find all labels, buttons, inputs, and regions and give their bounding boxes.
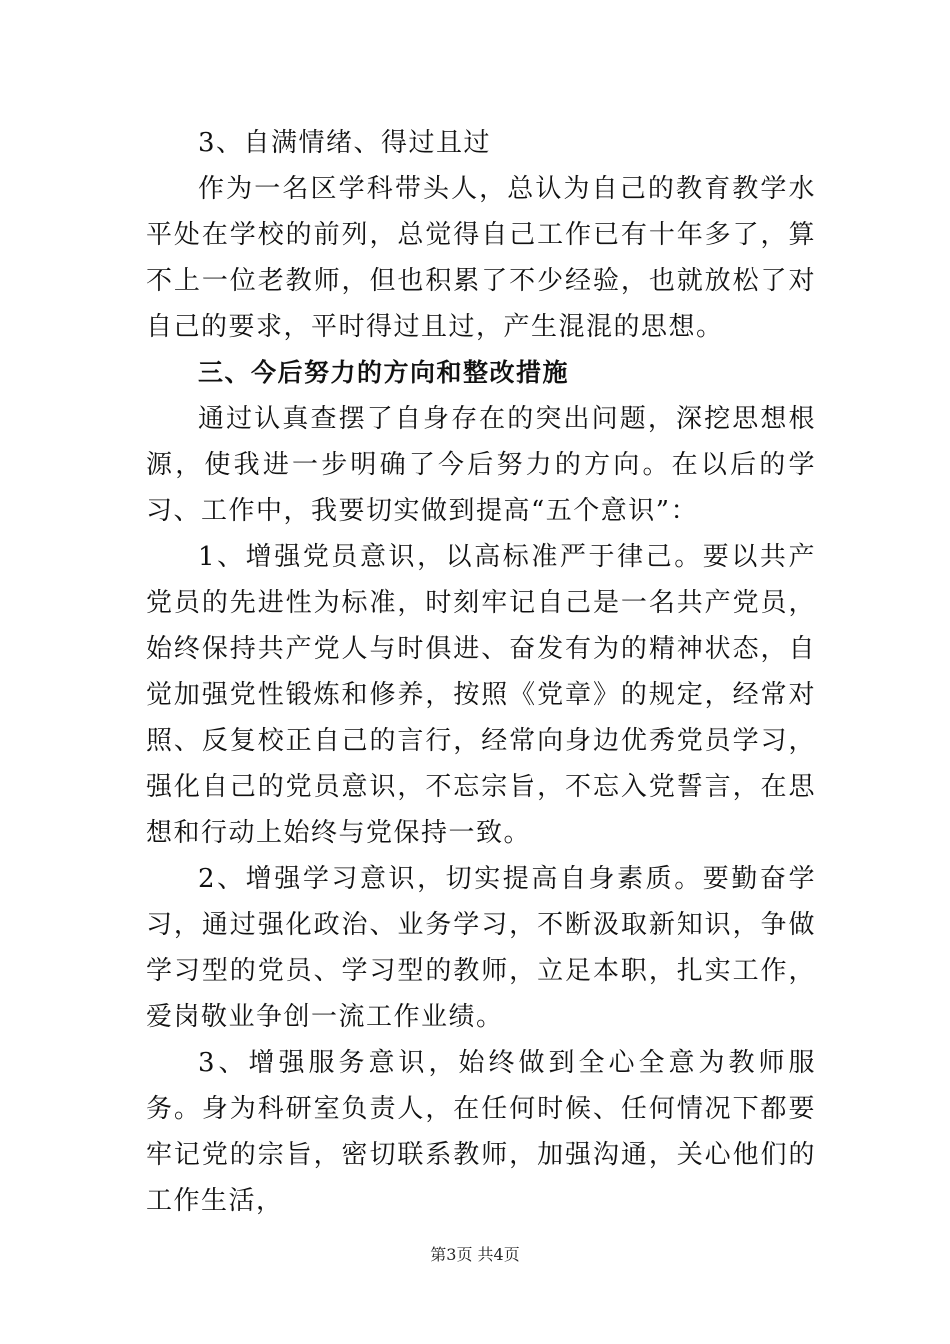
page-number-footer: 第3页 共4页 (430, 1245, 520, 1264)
section-heading-3: 三、今后努力的方向和整改措施 (198, 358, 570, 387)
subheading-3-complacency: 3、自满情绪、得过且过 (198, 128, 492, 158)
paragraph-complacency-detail: 作为一名区学科带头人，总认为自己的教育教学水平处在学校的前列，总觉得自己工作已有十年多了，算不上一位老教师，但也积累了不少经验，也就放松了对自己的要求，平时得过且过，产生混混的思想。 (146, 174, 816, 342)
paragraph-learning-awareness: 2、增强学习意识，切实提高自身素质。要勤奋学习，通过强化政治、业务学习，不断汲取新知识，争做学习型的党员、学习型的教师，立足本职，扎实工作，爱岗敬业争创一流工作业绩。 (146, 864, 816, 1032)
paragraph-party-awareness: 1、增强党员意识，以高标准严于律己。要以共产党员的先进性为标准，时刻牢记自己是一名共产党员，始终保持共产党人与时俱进、奋发有为的精神状态，自觉加强党性锻炼和修养，按照《党章》的规定，经常对照、反复校正自己的言行，经常向身边优秀党员学习，强化自己的党员意识，不忘宗旨，不忘入党誓言，在思想和行动上始终与党保持一致。 (146, 542, 816, 848)
paragraph-service-awareness: 3、增强服务意识，始终做到全心全意为教师服务。身为科研室负责人，在任何时候、任何情况下都要牢记党的宗旨，密切联系教师，加强沟通，关心他们的工作生活， (146, 1048, 816, 1216)
document-body (146, 120, 816, 1224)
paragraph-intro-five-awareness: 通过认真查摆了自身存在的突出问题，深挖思想根源，使我进一步明确了今后努力的方向。在以后的学习、工作中，我要切实做到提高“五个意识”： (146, 404, 816, 526)
